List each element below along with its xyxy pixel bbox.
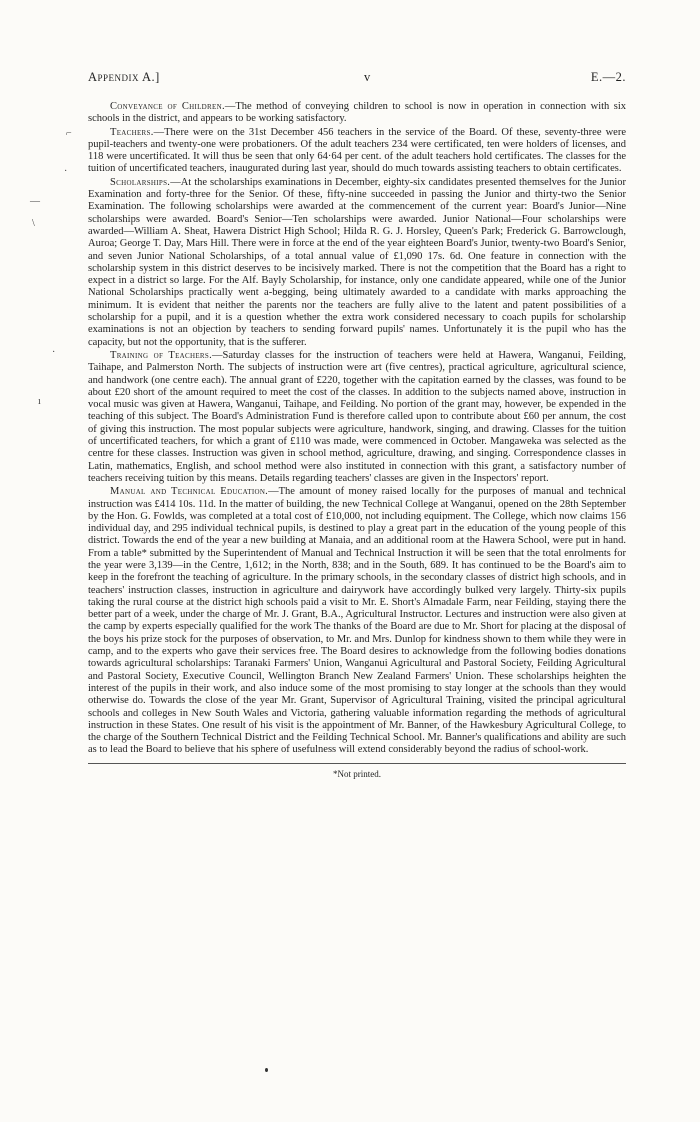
- header-document-code: E.—2.: [590, 70, 626, 84]
- paragraph-text: —Saturday classes for the instruction of teachers were held at Hawera, Wanganui, Feilding, Taihape, and Palmerston North. The subjects of instruction were art (five centres), practical agriculture, agricultural science, and handwork (one centre each). The annual grant of £220, together with the capitation earned by the classes, was found to be about £20 short of the amount required to meet the cost of the classes. In addition to the subjects named above, instruction in vocal music was given at Hawera, Wanganui, Taihape, and Feilding. No portion of the grant may, however, be expended in the teaching of this subject. The Board's Administration Fund is therefore called upon to contribute about £60 per annum, the cost of giving this instruction. The most popular subjects were agriculture, handwork, singing, and drawing. Classes for the tuition of uncertificated teachers, for which a grant of £110 was made, were commenced in October. Mangaweka was selected as the centre for these classes. Instruction was given in school method, agriculture, drawing, and singing. Correspondence classes in Latin, mathematics, English, and school method were also instituted in connection with this grant, a satisfactory number of teachers receiving tuition by this means. Details regarding teachers' classes are given in the Inspectors' report.: [88, 349, 626, 484]
- paragraph-text: —The amount of money raised locally for the purposes of manual and technical instruction was £414 10s. 11d. In the matter of building, the new Technical College at Wanganui, opened on the 28th September by the Hon. G. Fowlds, was completed at a total cost of £10,000, not including equipment. The College, which now claims 156 individual day, and 295 individual technical pupils, is destined to play a great part in the education of the young people of this district. Towards the end of the year a new building at Manaia, and an additional room at the Hawera School, were put in hand. From a table* submitted by the Superintendent of Manual and Technical Instruction it will be seen that the total enrolments for the year were 3,139—in the Centre, 1,612; in the North, 838; and in the South, 689. It has continued to be the Board's aim to keep in the forefront the teaching of agriculture. In the primary schools, in the secondary classes of district high schools, and in teachers' instruction classes, instruction in agriculture and dairywork have accordingly bulked very largely. Thirty-six pupils taking the rural course at the district high schools paid a visit to Mr. E. Short's Almadale Farm, near Feilding, staying there the better part of a week, under the charge of Mr. J. Grant, B.A., Agricultural Instructor. Lectures and instruction were also given at the camp by experts especially qualified for the work The thanks of the Board are due to Mr. Short for placing at the disposal of the boys his prize stock for the purposes of observation, to Mr. and Mrs. Dunlop for kindness shown to them while they were in camp, and to the experts who gave their services free. The Board desires to acknowledge from the following bodies donations towards agricultural scholarships: Taranaki Farmers' Union, Wanganui Agricultural and Pastoral Society, Feilding Agricultural and Pastoral Society, Executive Council, Wellington Branch New Zealand Farmers' Union. These scholarships heighten the interest of the pupils in their work, and also induce some of the most promising to stay longer at the schools than they would otherwise do. Towards the close of the year Mr. Grant, Supervisor of Agricultural Training, visited the principal agricultural schools and colleges in New South Wales and Victoria, gathering valuable information regarding the methods of agricultural instruction in these States. One result of his visit is the appointment of Mr. Banner, of the Hawkesbury Agricultural College, to the charge of the Southern Technical District and the Feilding Technical School. Mr. Banner's qualifications and ability are such as to lead the Board to believe that his sphere of usefulness will extend considerably beyond the radius of school-work.: [88, 486, 626, 756]
- margin-mark: —: [30, 196, 40, 207]
- paragraph-teachers: [88, 127, 626, 176]
- margin-mark: ·: [64, 166, 68, 177]
- footnote: *Not printed.: [333, 768, 381, 779]
- paragraph-text: —There were on the 31st December 456 teachers in the service of the Board. Of these, seventy-three were pupil-teachers and twenty-one were probationers. Of the adult teachers 234 were certificated, ten were holders of licenses, and 118 were uncertificated. It will thus be seen that only 64·64 per cent. of the adult teachers hold certificates. The classes for the tuition of uncertificated teachers, inaugurated during last year, should do much towards assisting teachers to obtain certificates.: [88, 126, 626, 175]
- paragraph-text: —The method of conveying children to school is now in operation in connection with six schools in the district, and appears to be working satisfactory.: [88, 101, 626, 125]
- paragraph-conveyance: [88, 101, 626, 126]
- margin-mark: ⌐: [66, 128, 72, 139]
- paragraph-training-of-teachers: [88, 350, 626, 485]
- page-header: [88, 70, 626, 85]
- paragraph-heading: Manual and Technical Education.: [110, 486, 269, 498]
- paragraph-heading: Training of Teachers.: [110, 349, 212, 361]
- footnote-divider: [88, 763, 626, 764]
- margin-mark: ·: [52, 347, 56, 358]
- paragraph-heading: Scholarships.: [110, 176, 171, 188]
- margin-mark: ı: [38, 396, 41, 407]
- header-appendix: Appendix A.]: [88, 70, 160, 84]
- paragraph-scholarships: [88, 177, 626, 349]
- paragraph-manual-technical: [88, 486, 626, 757]
- header-page-number: v: [363, 70, 371, 84]
- paragraph-heading: Conveyance of Children.: [110, 101, 225, 112]
- page-speck: [265, 1068, 268, 1072]
- document-page: [88, 70, 626, 779]
- margin-mark: \: [32, 218, 35, 229]
- paragraph-text: —At the scholarships examinations in December, eighty-six candidates presented themselves for the Junior Examination and forty-three for the Senior. Of these, fifty-nine succeeded in passing the Junior and thirty-two the Senior Examination. The following scholarships were awarded at the commencement of the current year: Board's Junior—Nine scholarships were awarded. Board's Senior—Ten scholarships were awarded. Junior National—Four scholarships were awarded—William A. Sheat, Hawera District High School; Hilda R. G. J. Horsley, Queen's Park; Frederick G. Barrowclough, Auroa; George T. Day, Mars Hill. There were in force at the end of the year eighteen Board's Junior, twenty-two Board's Senior, and seven Junior National Scholarships, of a total annual value of £1,090 17s. 6d. One feature in connection with the scholarship system in this district deserves to be incisively marked. There is not the competition that the Board has a right to expect in a district so large. For the Alf. Bayly Scholarship, for instance, only one candidate appeared, while one of the Junior National Scholarships practically went a-begging, being ultimately awarded to a candidate with marks approaching the minimum. It is evident that neither the parents nor the teachers are fully alive to the latent and patent possibilities of a scholarship for a pupil, and it is a question whether the extra work considered necessary to coach pupils for scholarship examinations is not an objection by teachers to sending forward pupils' names. Unfortunately it is the pupil who has the capacity, but not the opportunity, that is the sufferer.: [88, 176, 626, 348]
- paragraph-heading: Teachers.: [110, 126, 154, 138]
